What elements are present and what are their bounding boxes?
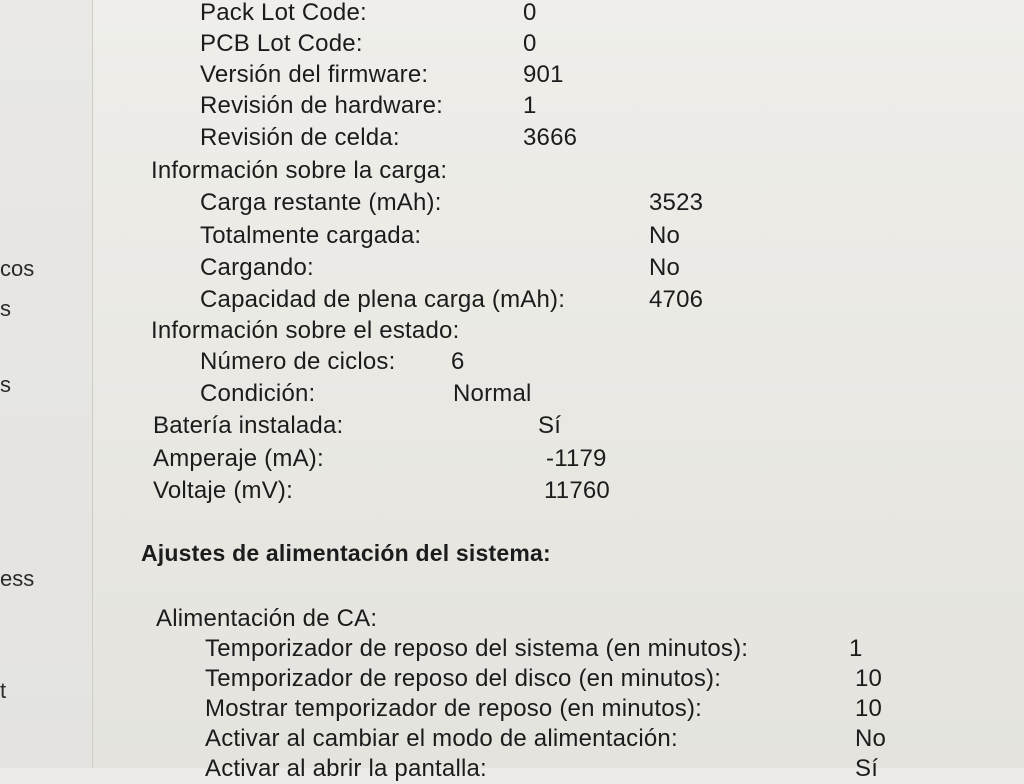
ac-power-title: Alimentación de CA: xyxy=(156,605,378,632)
cell-revision-value: 3666 xyxy=(523,124,578,151)
full-charge-capacity-value: 4706 xyxy=(649,286,704,313)
sidebar-item[interactable]: t xyxy=(0,678,7,703)
voltage-label: Voltaje (mV): xyxy=(153,477,293,504)
health-info-title: Información sobre el estado: xyxy=(151,317,460,344)
pack-lot-code-value: 0 xyxy=(523,0,537,26)
cell-revision-label: Revisión de celda: xyxy=(200,124,400,151)
fully-charged-value: No xyxy=(649,222,681,249)
sidebar-item[interactable]: cos xyxy=(0,256,35,281)
amperage-value: -1179 xyxy=(546,445,607,472)
pcb-lot-code-label: PCB Lot Code: xyxy=(200,30,363,57)
charging-value: No xyxy=(649,254,681,281)
cycle-count-label: Número de ciclos: xyxy=(200,348,396,375)
charge-info-title: Información sobre la carga: xyxy=(151,157,448,184)
power-settings-title: Ajustes de alimentación del sistema: xyxy=(141,540,551,566)
hardware-revision-label: Revisión de hardware: xyxy=(200,92,443,119)
fully-charged-label: Totalmente cargada: xyxy=(200,222,422,249)
cycle-count-value: 6 xyxy=(451,348,465,375)
wake-on-power-change-value: No xyxy=(855,725,887,752)
sidebar[interactable] xyxy=(0,0,93,768)
detail-pane xyxy=(93,0,1024,782)
condition-value: Normal xyxy=(453,380,532,407)
hardware-revision-value: 1 xyxy=(523,92,537,119)
remaining-charge-label: Carga restante (mAh): xyxy=(200,189,442,216)
wake-on-lid-open-value: Sí xyxy=(855,755,879,782)
amperage-label: Amperaje (mA): xyxy=(153,445,324,472)
battery-installed-value: Sí xyxy=(538,412,562,439)
charging-label: Cargando: xyxy=(200,254,314,281)
sidebar-item[interactable]: s xyxy=(0,296,11,321)
system-sleep-timer-value: 1 xyxy=(849,635,863,662)
battery-installed-label: Batería instalada: xyxy=(153,412,344,439)
disk-sleep-timer-value: 10 xyxy=(855,665,883,692)
display-sleep-timer-value: 10 xyxy=(855,695,883,722)
pcb-lot-code-value: 0 xyxy=(523,30,537,57)
firmware-version-label: Versión del firmware: xyxy=(200,61,429,88)
full-charge-capacity-label: Capacidad de plena carga (mAh): xyxy=(200,286,566,313)
sidebar-item[interactable]: s xyxy=(0,372,11,397)
pack-lot-code-label: Pack Lot Code: xyxy=(200,0,367,26)
firmware-version-value: 901 xyxy=(523,61,564,88)
voltage-value: 11760 xyxy=(544,477,610,504)
disk-sleep-timer-label: Temporizador de reposo del disco (en minutos): xyxy=(205,665,722,692)
sidebar-item[interactable]: ess xyxy=(0,566,35,591)
remaining-charge-value: 3523 xyxy=(649,189,704,216)
condition-label: Condición: xyxy=(200,380,316,407)
wake-on-power-change-label: Activar al cambiar el modo de alimentación: xyxy=(205,725,678,752)
display-sleep-timer-label: Mostrar temporizador de reposo (en minutos): xyxy=(205,695,703,722)
system-sleep-timer-label: Temporizador de reposo del sistema (en minutos): xyxy=(205,635,749,662)
wake-on-lid-open-label: Activar al abrir la pantalla: xyxy=(205,755,487,782)
